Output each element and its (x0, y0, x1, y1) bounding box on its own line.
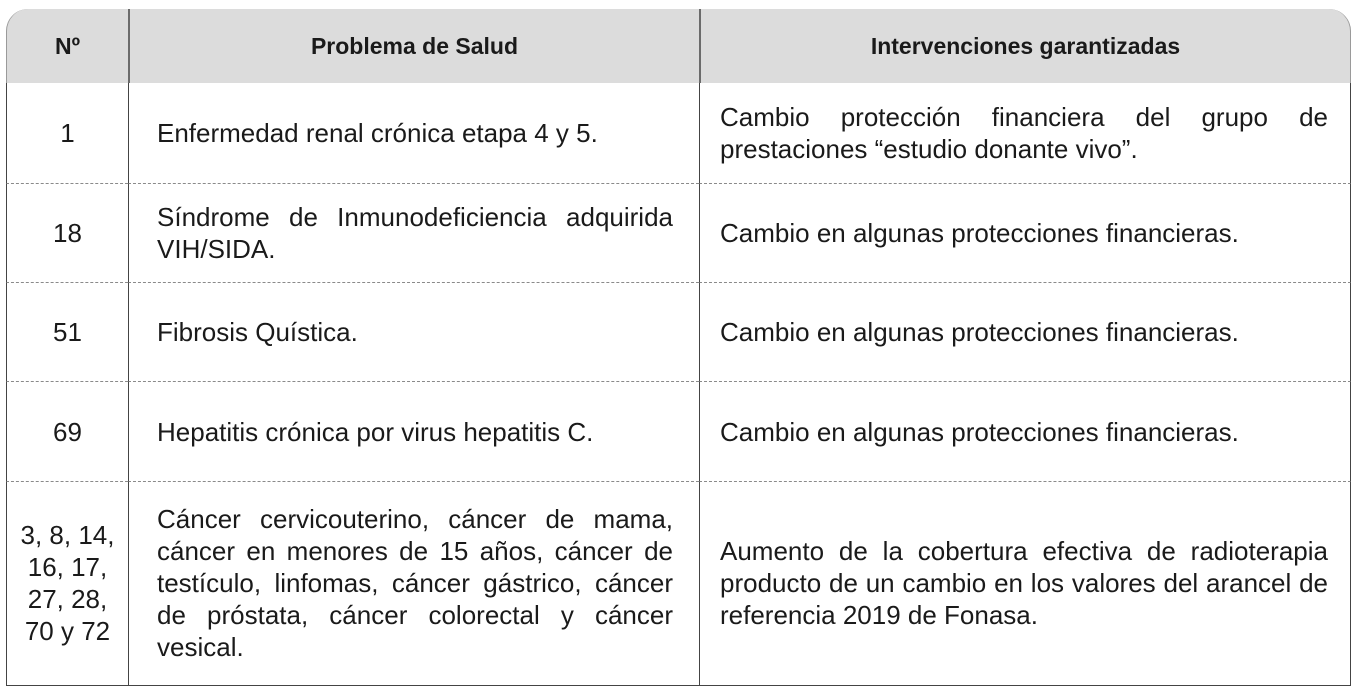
cell-interventions: Cambio en algunas protecciones financieras. (699, 283, 1351, 382)
cell-problem: Síndrome de Inmunodeficiencia adquirida VIH/SIDA. (128, 184, 699, 283)
header-num: Nº (6, 9, 128, 83)
table-header (6, 9, 1351, 83)
cell-num: 1 (6, 83, 128, 184)
cell-problem: Cáncer cervicouterino, cáncer de mama, cáncer en menores de 15 años, cáncer de testículo, linfomas, cáncer gástrico, cáncer de próstata, cáncer colorectal y cáncer vesical. (128, 482, 699, 686)
cell-problem: Enfermedad renal crónica etapa 4 y 5. (128, 83, 699, 184)
health-problems-table-container (6, 9, 1351, 686)
cell-interventions: Cambio en algunas protecciones financieras. (699, 382, 1351, 481)
cell-num: 18 (6, 184, 128, 283)
cell-num: 51 (6, 283, 128, 382)
table-row (6, 83, 1351, 184)
header-interventions: Intervenciones garantizadas (699, 9, 1351, 83)
header-problem: Problema de Salud (128, 9, 699, 83)
cell-interventions: Cambio protección financiera del grupo de prestaciones “estudio donante vivo”. (699, 83, 1351, 184)
cell-interventions: Aumento de la cobertura efectiva de radioterapia producto de un cambio en los valores del arancel de referencia 2019 de Fonasa. (699, 482, 1351, 686)
header-row (6, 9, 1351, 83)
table-row (6, 184, 1351, 283)
table-row (6, 283, 1351, 382)
cell-problem: Hepatitis crónica por virus hepatitis C. (128, 382, 699, 481)
table-body (6, 83, 1351, 686)
health-problems-table (6, 9, 1351, 686)
table-row (6, 482, 1351, 686)
cell-num: 3, 8, 14, 16, 17, 27, 28, 70 y 72 (6, 482, 128, 686)
cell-problem: Fibrosis Quística. (128, 283, 699, 382)
table-row (6, 382, 1351, 481)
cell-num: 69 (6, 382, 128, 481)
cell-interventions: Cambio en algunas protecciones financieras. (699, 184, 1351, 283)
